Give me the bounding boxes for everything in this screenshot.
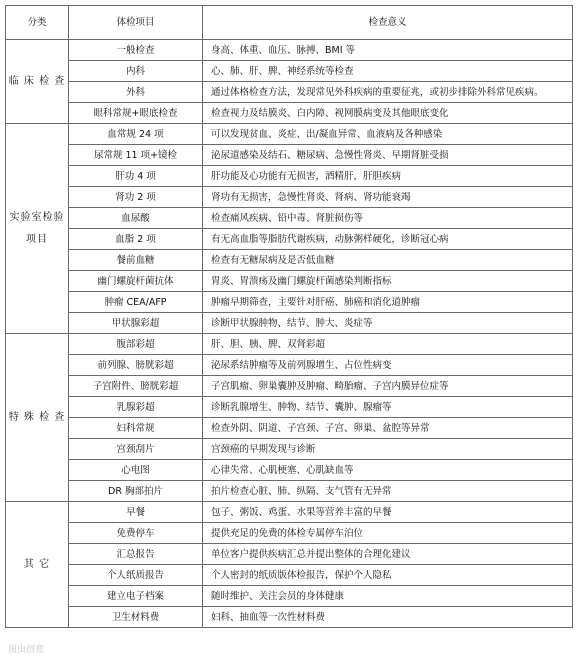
table-row (6, 229, 573, 250)
exam-meaning-cell: 肾功有无损害，急慢性肾炎、肾病、肾功能衰竭 (203, 187, 573, 208)
exam-item-cell: 建立电子档案 (69, 586, 203, 607)
table-header-row (6, 6, 573, 40)
exam-meaning-cell: 诊断乳腺增生、肿物、结节、囊肿、腺瘤等 (203, 397, 573, 418)
exam-meaning-cell: 妇科、抽血等一次性材料费 (203, 607, 573, 628)
exam-item-cell: 尿常规 11 项+镜检 (69, 145, 203, 166)
exam-meaning-cell: 泌尿道感染及结石、糖尿病、急慢性肾炎、早期肾脏受损 (203, 145, 573, 166)
table-row (6, 166, 573, 187)
table-row (6, 103, 573, 124)
exam-meaning-cell: 个人密封的纸质版体检报告，保护个人隐私 (203, 565, 573, 586)
exam-meaning-cell: 泌尿系结肿瘤等及前列腺增生、占位性病变 (203, 355, 573, 376)
exam-item-cell: 肾功 2 项 (69, 187, 203, 208)
exam-meaning-cell: 胃炎、胃溃疡及幽门螺旋杆菌感染判断指标 (203, 271, 573, 292)
table-row (6, 250, 573, 271)
table-row (6, 187, 573, 208)
health-exam-table (5, 5, 573, 628)
exam-meaning-cell: 包子、粥饭、鸡蛋、水果等营养丰富的早餐 (203, 502, 573, 523)
exam-meaning-cell: 身高、体重、血压、脉搏、BMI 等 (203, 40, 573, 61)
exam-meaning-cell: 诊断甲状腺肿物、结节、肿大、炎症等 (203, 313, 573, 334)
exam-item-cell: 外科 (69, 82, 203, 103)
exam-item-cell: 肝功 4 项 (69, 166, 203, 187)
exam-meaning-cell: 宫颈癌的早期发现与诊断 (203, 439, 573, 460)
exam-meaning-cell: 肝、胆、胰、脾、双肾彩超 (203, 334, 573, 355)
exam-item-cell: 甲状腺彩超 (69, 313, 203, 334)
exam-meaning-cell: 可以发现贫血、炎症、出/凝血异常、血液病及各种感染 (203, 124, 573, 145)
table-row (6, 313, 573, 334)
exam-item-cell: 一般检查 (69, 40, 203, 61)
exam-item-cell: 腹部彩超 (69, 334, 203, 355)
table-row (6, 82, 573, 103)
table-row (6, 481, 573, 502)
exam-meaning-cell: 有无高血脂等脂肪代谢疾病，动脉粥样硬化，诊断冠心病 (203, 229, 573, 250)
exam-item-cell: 血尿酸 (69, 208, 203, 229)
exam-item-cell: 餐前血糖 (69, 250, 203, 271)
table-row (6, 124, 573, 145)
exam-item-cell: 肿瘤 CEA/AFP (69, 292, 203, 313)
table-row (6, 544, 573, 565)
exam-item-cell: 前列腺、膀胱彩超 (69, 355, 203, 376)
table-row (6, 502, 573, 523)
category-cell: 临 床 检 查 (6, 40, 69, 124)
header-category: 分类 (6, 6, 69, 40)
exam-item-cell: 乳腺彩超 (69, 397, 203, 418)
exam-item-cell: DR 胸部拍片 (69, 481, 203, 502)
exam-meaning-cell: 单位客户提供疾病汇总并提出整体的合理化建议 (203, 544, 573, 565)
exam-item-cell: 幽门螺旋杆菌抗体 (69, 271, 203, 292)
exam-meaning-cell: 检查痛风疾病、铅中毒、肾脏损伤等 (203, 208, 573, 229)
table-row (6, 355, 573, 376)
category-cell: 实验室检验项目 (6, 124, 69, 334)
exam-meaning-cell: 拍片检查心脏、肺、纵隔、支气管有无异常 (203, 481, 573, 502)
exam-item-cell: 内科 (69, 61, 203, 82)
exam-meaning-cell: 通过体格检查方法，发现常见外科疾病的重要征兆，或初步排除外科常见疾病。 (203, 82, 573, 103)
table-row (6, 607, 573, 628)
exam-meaning-cell: 检查有无糖尿病及是否低血糖 (203, 250, 573, 271)
table-row (6, 397, 573, 418)
exam-item-cell: 心电图 (69, 460, 203, 481)
exam-item-cell: 早餐 (69, 502, 203, 523)
exam-item-cell: 子宫附件、膀胱彩超 (69, 376, 203, 397)
exam-item-cell: 血常规 24 项 (69, 124, 203, 145)
table-row (6, 61, 573, 82)
exam-meaning-cell: 肝功能及心功能有无损害，酒精肝，肝胆疾病 (203, 166, 573, 187)
exam-item-cell: 妇科常规 (69, 418, 203, 439)
table-row (6, 565, 573, 586)
table-body (6, 40, 573, 628)
category-cell: 其 它 (6, 502, 69, 628)
table-row (6, 418, 573, 439)
exam-table-container (5, 5, 573, 628)
header-item: 体检项目 (69, 6, 203, 40)
exam-item-cell: 卫生材料费 (69, 607, 203, 628)
table-row (6, 145, 573, 166)
category-cell: 特 殊 检 查 (6, 334, 69, 502)
table-row (6, 586, 573, 607)
table-row (6, 40, 573, 61)
exam-meaning-cell: 随时维护、关注会员的身体健康 (203, 586, 573, 607)
table-row (6, 271, 573, 292)
table-row (6, 460, 573, 481)
exam-item-cell: 眼科常规+眼底检查 (69, 103, 203, 124)
exam-item-cell: 汇总报告 (69, 544, 203, 565)
exam-meaning-cell: 检查视力及结膜炎、白内障、视网膜病变及其他眼底变化 (203, 103, 573, 124)
table-row (6, 208, 573, 229)
table-row (6, 334, 573, 355)
table-row (6, 439, 573, 460)
exam-meaning-cell: 检查外阴、阴道、子宫颈、子宫、卵巢、盆腔等异常 (203, 418, 573, 439)
header-meaning: 检查意义 (203, 6, 573, 40)
exam-item-cell: 宫颈刮片 (69, 439, 203, 460)
exam-meaning-cell: 子宫肌瘤、卵巢囊肿及肿瘤、畸胎瘤、子宫内膜异位症等 (203, 376, 573, 397)
table-row (6, 523, 573, 544)
exam-item-cell: 个人纸质报告 (69, 565, 203, 586)
watermark: 图虫创意 (8, 645, 45, 655)
exam-meaning-cell: 心律失常、心肌梗塞、心肌缺血等 (203, 460, 573, 481)
table-row (6, 376, 573, 397)
exam-meaning-cell: 肿瘤早期筛查，主要针对肝癌、肺癌和消化道肿瘤 (203, 292, 573, 313)
exam-meaning-cell: 提供充足的免费的体检专属停车泊位 (203, 523, 573, 544)
exam-item-cell: 免费停车 (69, 523, 203, 544)
table-row (6, 292, 573, 313)
exam-item-cell: 血脂 2 项 (69, 229, 203, 250)
exam-meaning-cell: 心、肺、肝、脾、神经系统等检查 (203, 61, 573, 82)
